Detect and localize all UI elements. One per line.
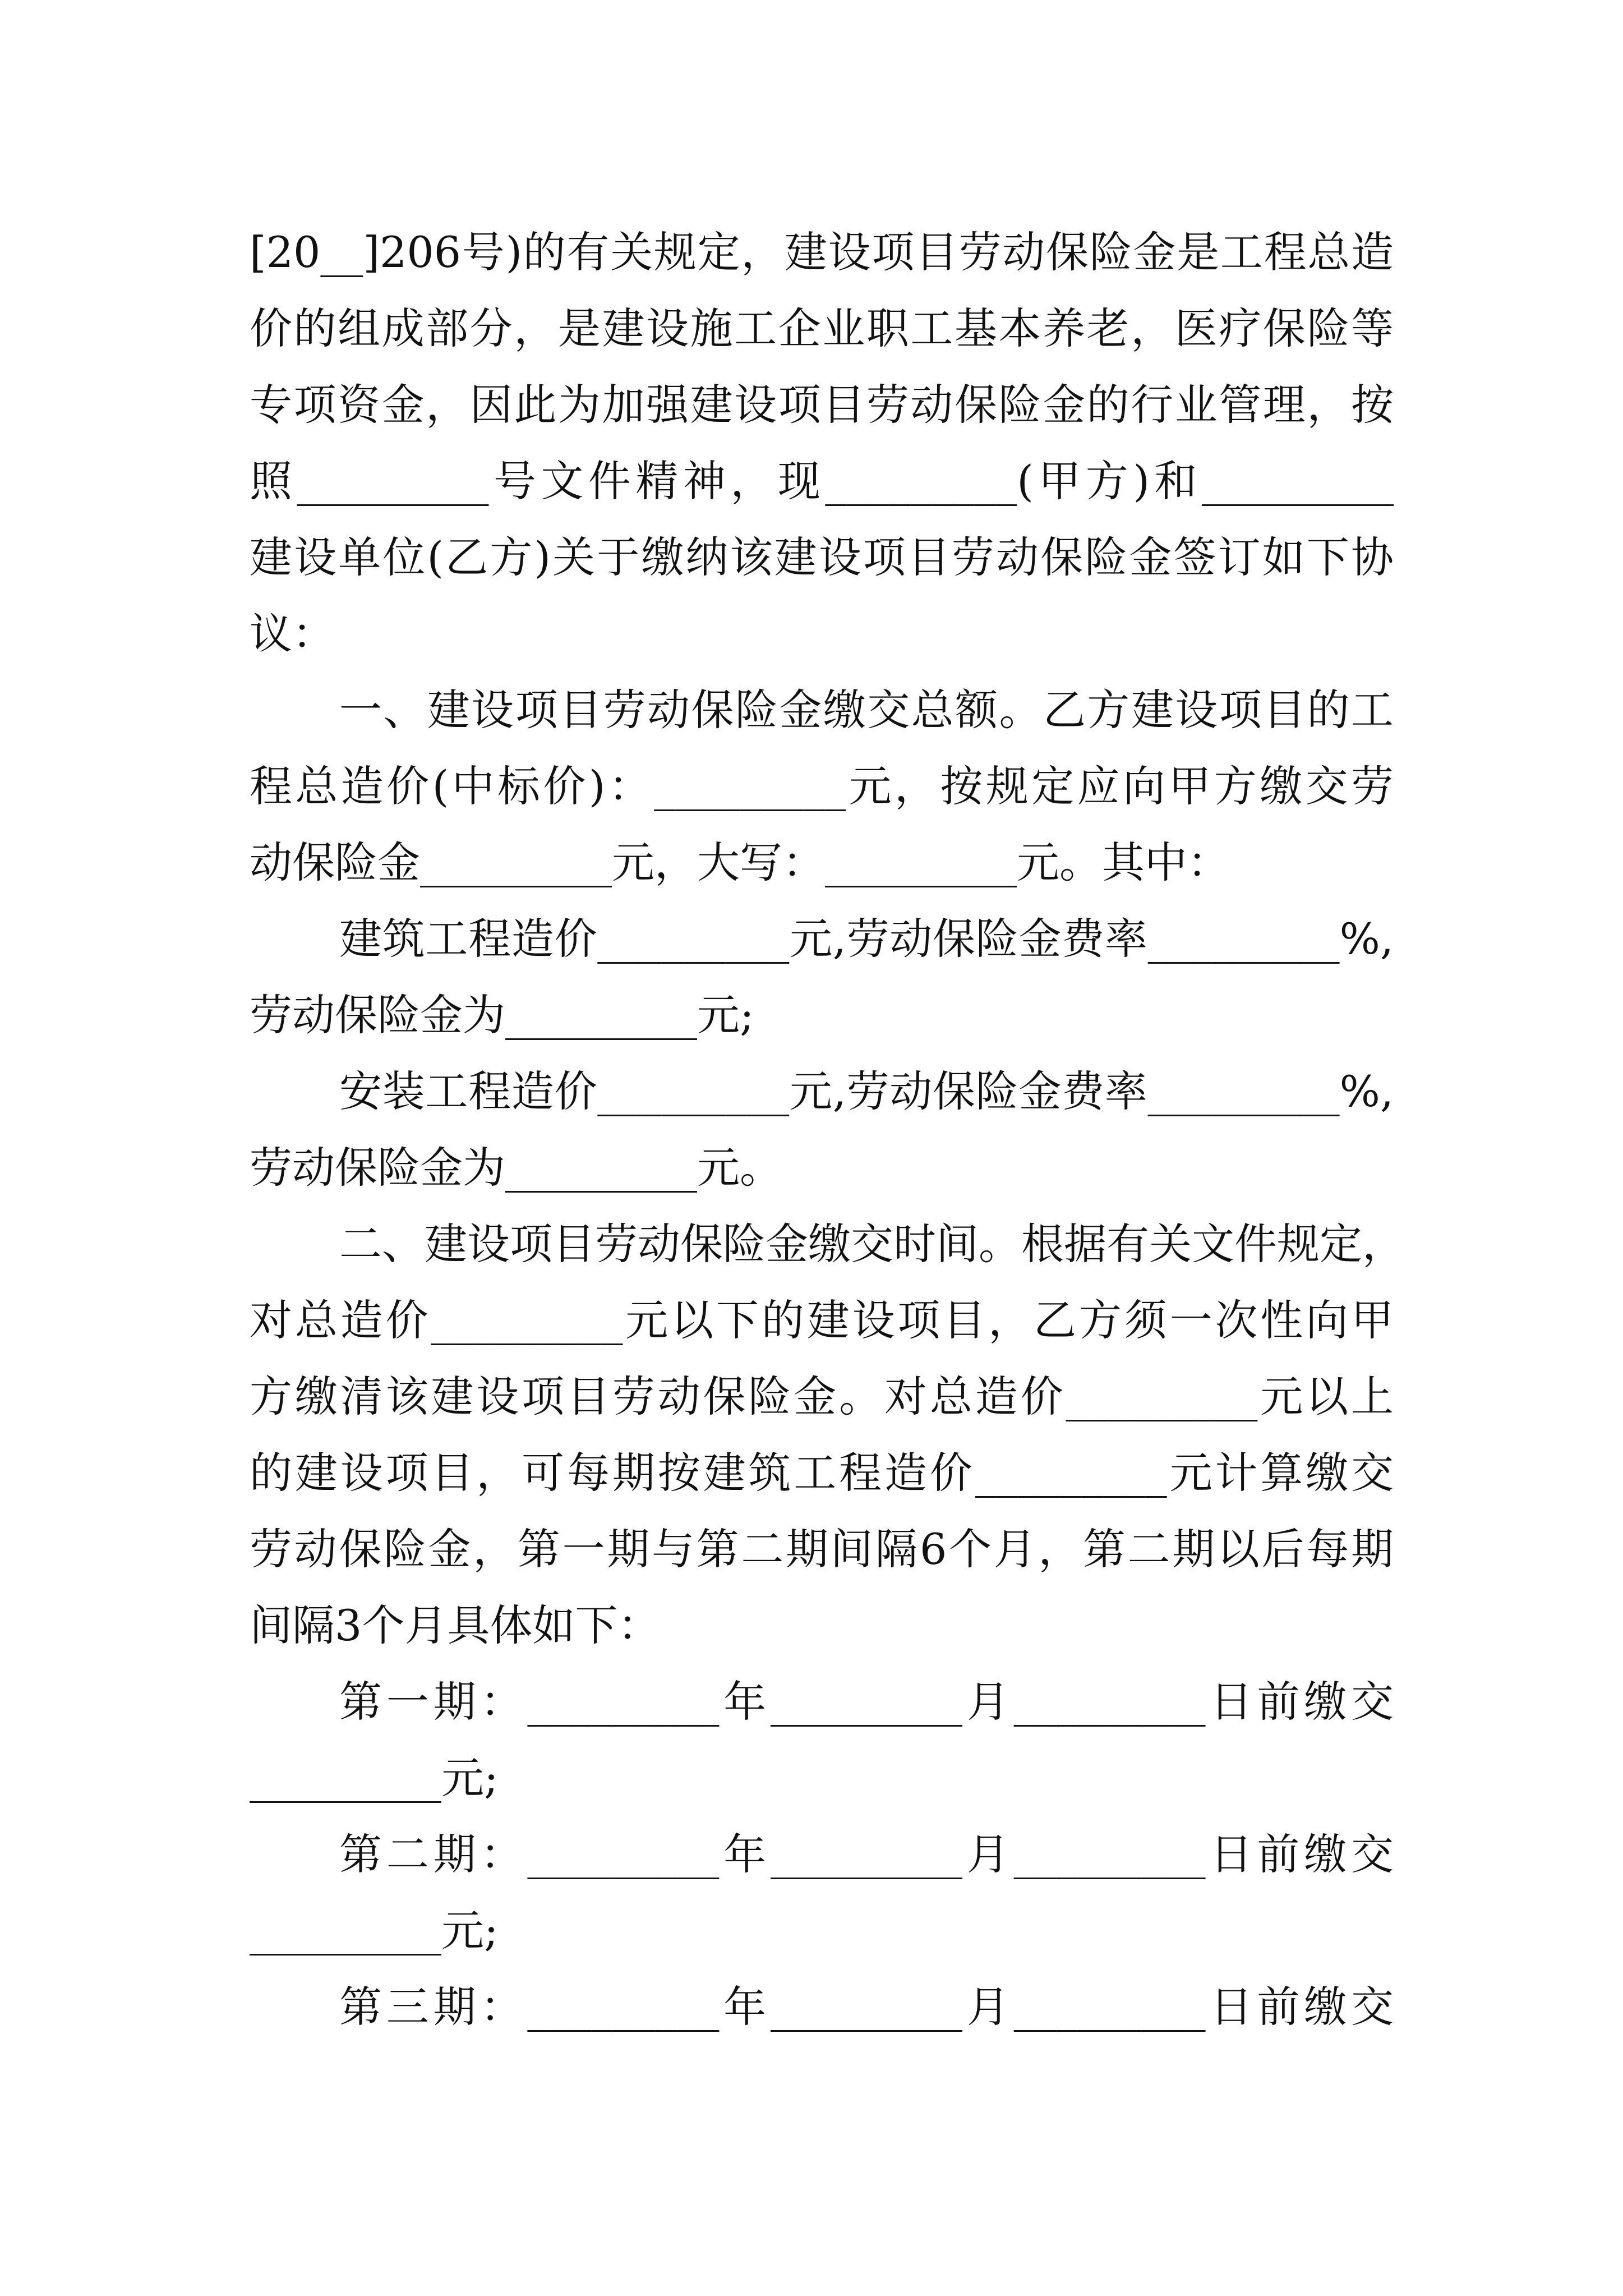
- text-line: 劳动保险金为_________元。: [250, 1143, 782, 1193]
- text-line: 照_________号文件精神，现_________(甲方)和_________: [250, 456, 1394, 506]
- text-line: 建设单位(乙方)关于缴纳该建设项目劳动保险金签订如下协: [250, 532, 1394, 582]
- text-line: 专项资金，因此为加强建设项目劳动保险金的行业管理，按: [250, 380, 1394, 430]
- text-line: 动保险金_________元，大写：_________元。其中：: [250, 838, 1230, 887]
- text-line: 议：: [250, 609, 335, 659]
- text-line: 劳动保险金为_________元;: [250, 990, 754, 1040]
- text-line: 安装工程造价_________元,劳动保险金费率_________%,: [339, 1066, 1394, 1116]
- section-heading-1: 一、建设项目劳动保险金缴交总额。乙方建设项目的工: [339, 685, 1394, 735]
- text-line: 程总造价(中标价)：_________元，按规定应向甲方缴交劳: [250, 761, 1394, 811]
- section-heading-2: 二、建设项目劳动保险金缴交时间。根据有关文件规定，: [339, 1219, 1405, 1269]
- payment-period-2: 第二期：_________年_________月_________日前缴交: [339, 1829, 1394, 1879]
- text-line: _________元;: [250, 1753, 499, 1803]
- text-line: _________元;: [250, 1906, 499, 1955]
- text-line: [20__]206号)的有关规定，建设项目劳动保险金是工程总造: [250, 227, 1394, 277]
- payment-period-3: 第三期：_________年_________月_________日前缴交: [339, 1982, 1394, 2032]
- payment-period-1: 第一期：_________年_________月_________日前缴交: [339, 1677, 1394, 1727]
- text-line: 价的组成部分，是建设施工企业职工基本养老，医疗保险等: [250, 303, 1394, 353]
- text-line: 建筑工程造价_________元,劳动保险金费率_________%,: [339, 914, 1394, 964]
- text-line: 劳动保险金，第一期与第二期间隔6个月，第二期以后每期: [250, 1524, 1394, 1574]
- text-line: 方缴清该建设项目劳动保险金。对总造价_________元以上: [250, 1372, 1394, 1421]
- text-line: 间隔3个月具体如下：: [250, 1600, 661, 1650]
- text-line: 对总造价_________元以下的建设项目，乙方须一次性向甲: [250, 1295, 1394, 1345]
- text-line: 的建设项目，可每期按建筑工程造价_________元计算缴交: [250, 1448, 1394, 1498]
